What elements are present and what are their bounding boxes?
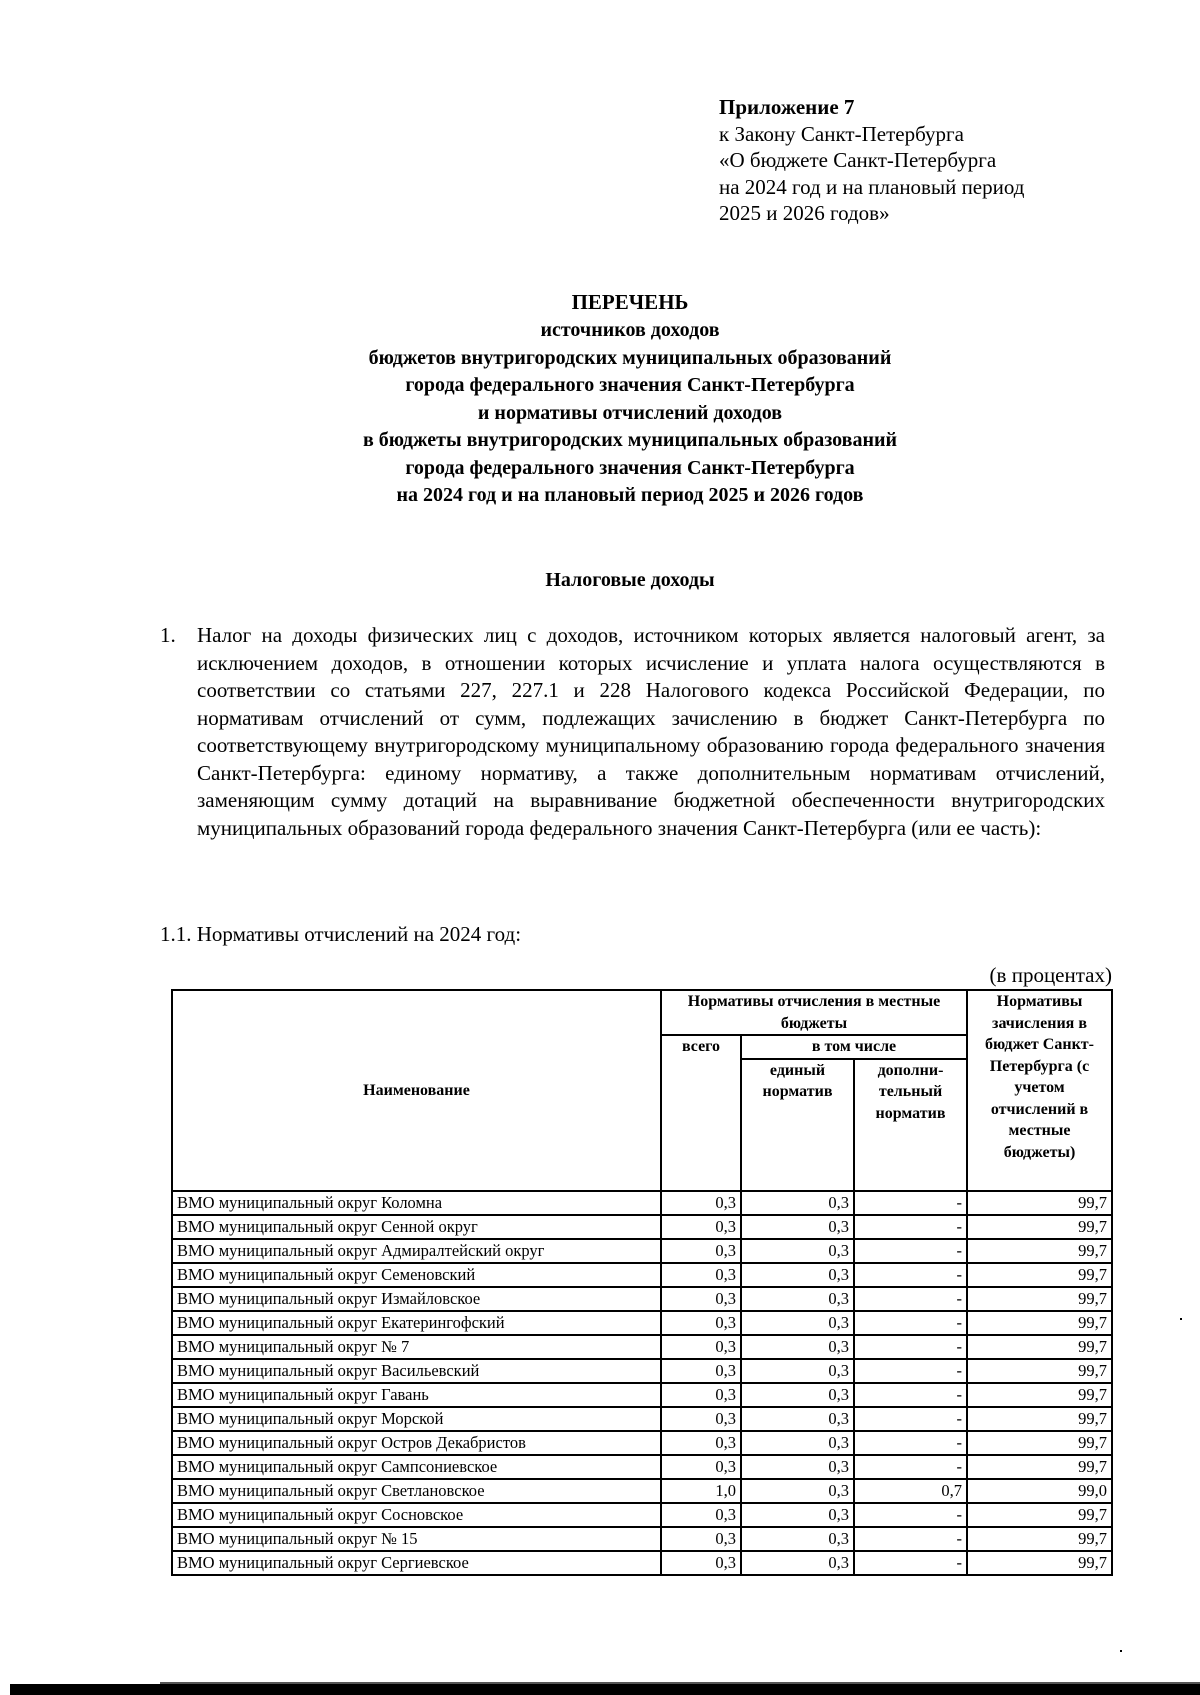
- table-row: [172, 1527, 1112, 1551]
- header-local-budgets: Нормативы отчисления в местные бюджеты: [661, 990, 967, 1035]
- row-total: 0,3: [661, 1383, 741, 1407]
- row-extra: -: [854, 1215, 967, 1239]
- row-single: 0,3: [741, 1263, 854, 1287]
- row-extra: -: [854, 1359, 967, 1383]
- row-spb: 99,7: [967, 1215, 1112, 1239]
- row-spb: 99,7: [967, 1551, 1112, 1575]
- header-name: Наименование: [172, 990, 661, 1191]
- row-name: ВМО муниципальный округ Измайловское: [172, 1287, 661, 1311]
- row-spb: 99,7: [967, 1359, 1112, 1383]
- row-name: ВМО муниципальный округ Сосновское: [172, 1503, 661, 1527]
- table-row: [172, 1455, 1112, 1479]
- row-single: 0,3: [741, 1239, 854, 1263]
- row-name: ВМО муниципальный округ Морской: [172, 1407, 661, 1431]
- row-spb: 99,7: [967, 1527, 1112, 1551]
- scan-edge-line: [160, 1682, 1200, 1684]
- row-name: ВМО муниципальный округ Адмиралтейский округ: [172, 1239, 661, 1263]
- row-extra: -: [854, 1551, 967, 1575]
- row-total: 0,3: [661, 1359, 741, 1383]
- row-total: 0,3: [661, 1407, 741, 1431]
- table-row: [172, 1215, 1112, 1239]
- row-single: 0,3: [741, 1383, 854, 1407]
- table-row: [172, 1335, 1112, 1359]
- row-extra: -: [854, 1287, 967, 1311]
- title-line: источников доходов: [540, 319, 720, 341]
- appendix-line: к Закону Санкт-Петербурга: [719, 121, 964, 146]
- row-single: 0,3: [741, 1455, 854, 1479]
- appendix-label: Приложение 7: [719, 95, 855, 119]
- list-item-text: Налог на доходы физических лиц с доходов, источником которых является налоговый агент, за исключением доходов, в отношении которых исчисление и уплата налога осуществляются в соответствии со статьями 227, 227.1 и 228 Налогового кодекса Российской Федерации, по нормативам отчислений от сумм, подлежащих зачислению в бюджет Санкт-Петербурга по соответствующему внутригородскому муниципальному образованию города федерального значения Санкт-Петербурга: единому нормативу, а также дополнительным нормативам отчислений, заменяющим сумму дотаций на выравнивание бюджетной обеспеченности внутригородских муниципальных образований города федерального значения Санкт-Петербурга (или ее часть):: [197, 623, 1105, 840]
- row-single: 0,3: [741, 1287, 854, 1311]
- row-single: 0,3: [741, 1335, 854, 1359]
- table-row: [172, 1191, 1112, 1215]
- title-line: на 2024 год и на плановый период 2025 и 2026 годов: [396, 484, 864, 506]
- row-single: 0,3: [741, 1431, 854, 1455]
- row-total: 1,0: [661, 1479, 741, 1503]
- row-total: 0,3: [661, 1287, 741, 1311]
- row-name: ВМО муниципальный округ Сергиевское: [172, 1551, 661, 1575]
- row-name: ВМО муниципальный округ Сенной округ: [172, 1215, 661, 1239]
- row-name: ВМО муниципальный округ Екатерингофский: [172, 1311, 661, 1335]
- row-spb: 99,7: [967, 1287, 1112, 1311]
- table-row: [172, 1479, 1112, 1503]
- header-including: в том числе: [741, 1035, 967, 1059]
- header-total: всего: [661, 1035, 741, 1191]
- row-extra: -: [854, 1383, 967, 1407]
- row-total: 0,3: [661, 1551, 741, 1575]
- document-title: [150, 287, 1110, 510]
- row-total: 0,3: [661, 1431, 741, 1455]
- row-spb: 99,0: [967, 1479, 1112, 1503]
- row-single: 0,3: [741, 1407, 854, 1431]
- row-name: ВМО муниципальный округ № 15: [172, 1527, 661, 1551]
- table-row: [172, 1407, 1112, 1431]
- row-spb: 99,7: [967, 1335, 1112, 1359]
- table-row: [172, 1311, 1112, 1335]
- title-line: города федерального значения Санкт-Петербурга: [405, 456, 855, 479]
- row-spb: 99,7: [967, 1431, 1112, 1455]
- table-row: [172, 1287, 1112, 1311]
- units-label: (в процентах): [989, 963, 1112, 987]
- table-row: [172, 1359, 1112, 1383]
- row-extra: -: [854, 1455, 967, 1479]
- row-spb: 99,7: [967, 1455, 1112, 1479]
- row-extra: -: [854, 1263, 967, 1287]
- title-line: и нормативы отчислений доходов: [477, 401, 783, 424]
- row-extra: -: [854, 1503, 967, 1527]
- row-total: 0,3: [661, 1503, 741, 1527]
- row-name: ВМО муниципальный округ № 7: [172, 1335, 661, 1359]
- row-spb: 99,7: [967, 1311, 1112, 1335]
- header-spb-budget: Нормативы зачисления в бюджет Санкт-Петербурга (с учетом отчислений в местные бюджеты): [967, 990, 1112, 1191]
- row-extra: -: [854, 1335, 967, 1359]
- row-name: ВМО муниципальный округ Семеновский: [172, 1263, 661, 1287]
- list-item-number: 1.: [160, 623, 176, 647]
- title-line: в бюджеты внутригородских муниципальных образований: [362, 429, 898, 451]
- scan-speck: [1120, 1650, 1122, 1652]
- row-extra: 0,7: [854, 1479, 967, 1503]
- row-total: 0,3: [661, 1335, 741, 1359]
- table-row: [172, 1239, 1112, 1263]
- table-row: [172, 1383, 1112, 1407]
- row-total: 0,3: [661, 1455, 741, 1479]
- row-name: ВМО муниципальный округ Васильевский: [172, 1359, 661, 1383]
- row-name: ВМО муниципальный округ Сампсониевское: [172, 1455, 661, 1479]
- row-single: 0,3: [741, 1191, 854, 1215]
- row-single: 0,3: [741, 1551, 854, 1575]
- section-heading: Налоговые доходы: [545, 569, 715, 591]
- row-name: ВМО муниципальный округ Коломна: [172, 1191, 661, 1215]
- appendix-line: на 2024 год и на плановый период: [719, 174, 1025, 199]
- table-row: [172, 1431, 1112, 1455]
- row-extra: -: [854, 1527, 967, 1551]
- row-single: 0,3: [741, 1479, 854, 1503]
- row-name: ВМО муниципальный округ Остров Декабристов: [172, 1431, 661, 1455]
- appendix-line: 2025 и 2026 годов»: [719, 201, 890, 225]
- row-spb: 99,7: [967, 1503, 1112, 1527]
- row-single: 0,3: [741, 1311, 854, 1335]
- row-spb: 99,7: [967, 1191, 1112, 1215]
- table-row: [172, 1551, 1112, 1575]
- row-extra: -: [854, 1311, 967, 1335]
- row-extra: -: [854, 1191, 967, 1215]
- row-spb: 99,7: [967, 1407, 1112, 1431]
- row-total: 0,3: [661, 1239, 741, 1263]
- list-item-1: [160, 622, 1105, 842]
- row-spb: 99,7: [967, 1263, 1112, 1287]
- title-line: города федерального значения Санкт-Петербурга: [405, 374, 855, 396]
- row-total: 0,3: [661, 1263, 741, 1287]
- row-name: ВМО муниципальный округ Гавань: [172, 1383, 661, 1407]
- row-total: 0,3: [661, 1215, 741, 1239]
- header-extra-norm: дополни-тельный норматив: [854, 1059, 967, 1191]
- row-total: 0,3: [661, 1311, 741, 1335]
- row-single: 0,3: [741, 1215, 854, 1239]
- row-single: 0,3: [741, 1503, 854, 1527]
- header-single-norm: единый норматив: [741, 1059, 854, 1191]
- title-main: ПЕРЕЧЕНЬ: [571, 290, 689, 314]
- scan-edge-bar: [10, 1684, 1200, 1695]
- norms-table: [171, 989, 1113, 1576]
- row-single: 0,3: [741, 1359, 854, 1383]
- subitem-heading: 1.1. Нормативы отчислений на 2024 год:: [160, 922, 522, 946]
- row-extra: -: [854, 1407, 967, 1431]
- row-extra: -: [854, 1239, 967, 1263]
- row-total: 0,3: [661, 1527, 741, 1551]
- table-row: [172, 1503, 1112, 1527]
- appendix-reference: [719, 94, 1024, 227]
- scan-speck: [1180, 1318, 1182, 1320]
- row-extra: -: [854, 1431, 967, 1455]
- row-spb: 99,7: [967, 1239, 1112, 1263]
- row-total: 0,3: [661, 1191, 741, 1215]
- title-line: бюджетов внутригородских муниципальных образований: [368, 346, 892, 369]
- appendix-line: «О бюджете Санкт-Петербурга: [719, 148, 997, 172]
- row-spb: 99,7: [967, 1383, 1112, 1407]
- row-name: ВМО муниципальный округ Светлановское: [172, 1479, 661, 1503]
- row-single: 0,3: [741, 1527, 854, 1551]
- table-row: [172, 1263, 1112, 1287]
